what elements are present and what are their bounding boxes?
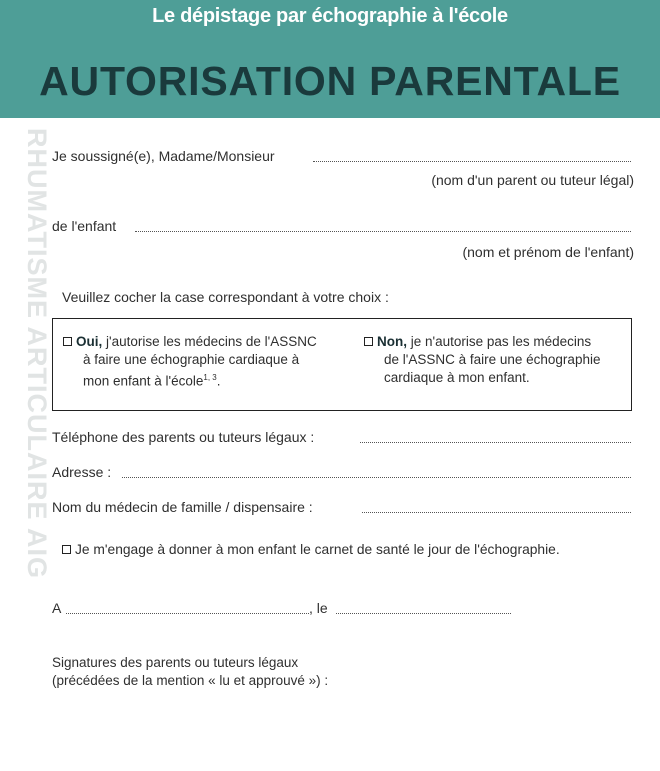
date-field[interactable] xyxy=(336,613,511,614)
date-label: , le xyxy=(309,600,328,616)
signature-line1: Signatures des parents ou tuteurs légaux xyxy=(52,655,299,670)
carnet-checkbox[interactable] xyxy=(62,545,71,554)
choice-instruction: Veuillez cocher la case correspondant à votre choix : xyxy=(62,289,389,305)
yes-text-line3: mon enfant à l'école xyxy=(83,373,204,389)
address-field[interactable] xyxy=(122,477,631,478)
header-subtitle: Le dépistage par échographie à l'école xyxy=(152,5,508,27)
no-checkbox[interactable] xyxy=(364,337,373,346)
doctor-label: Nom du médecin de famille / dispensaire : xyxy=(52,499,313,515)
header-banner xyxy=(0,0,660,118)
signature-area[interactable] xyxy=(52,695,632,765)
yes-footnote-ref: 1, 3 xyxy=(203,373,217,382)
place-label: A xyxy=(52,600,62,616)
carnet-option xyxy=(62,542,560,557)
parent-name-field[interactable] xyxy=(313,161,631,162)
yes-text-line2: à faire une échographie cardiaque à xyxy=(83,352,300,367)
child-name-field[interactable] xyxy=(135,231,631,232)
child-name-note: (nom et prénom de l'enfant) xyxy=(462,244,634,260)
carnet-text: Je m'engage à donner à mon enfant le carnet de santé le jour de l'échographie. xyxy=(75,542,560,557)
yes-text-line1: j'autorise les médecins de l'ASSNC xyxy=(102,334,317,349)
phone-label: Téléphone des parents ou tuteurs légaux : xyxy=(52,429,315,445)
child-name-label: de l'enfant xyxy=(52,218,117,234)
no-text-line3: cardiaque à mon enfant. xyxy=(384,370,530,385)
no-text-line2: de l'ASSNC à faire une échographie xyxy=(384,352,601,367)
page-title: AUTORISATION PARENTALE xyxy=(39,58,621,104)
parent-name-label: Je soussigné(e), Madame/Monsieur xyxy=(52,148,275,164)
doctor-field[interactable] xyxy=(362,512,631,513)
side-watermark-text: RHUMATISME ARTICULAIRE AIG xyxy=(22,128,52,579)
address-label: Adresse : xyxy=(52,464,112,480)
side-watermark xyxy=(22,128,52,771)
option-yes xyxy=(63,333,348,391)
signature-line2: (précédées de la mention « lu et approuvé ») : xyxy=(52,673,329,688)
yes-label: Oui, xyxy=(76,334,103,349)
choice-box xyxy=(52,318,632,411)
yes-checkbox[interactable] xyxy=(63,337,72,346)
phone-field[interactable] xyxy=(360,442,631,443)
no-text-line1: je n'autorise pas les médecins xyxy=(407,334,592,349)
parent-name-note: (nom d'un parent ou tuteur légal) xyxy=(431,172,634,188)
no-label: Non, xyxy=(377,334,407,349)
place-field[interactable] xyxy=(66,613,309,614)
option-no xyxy=(364,333,626,387)
yes-text-end: . xyxy=(216,373,221,389)
signature-label xyxy=(52,654,328,690)
